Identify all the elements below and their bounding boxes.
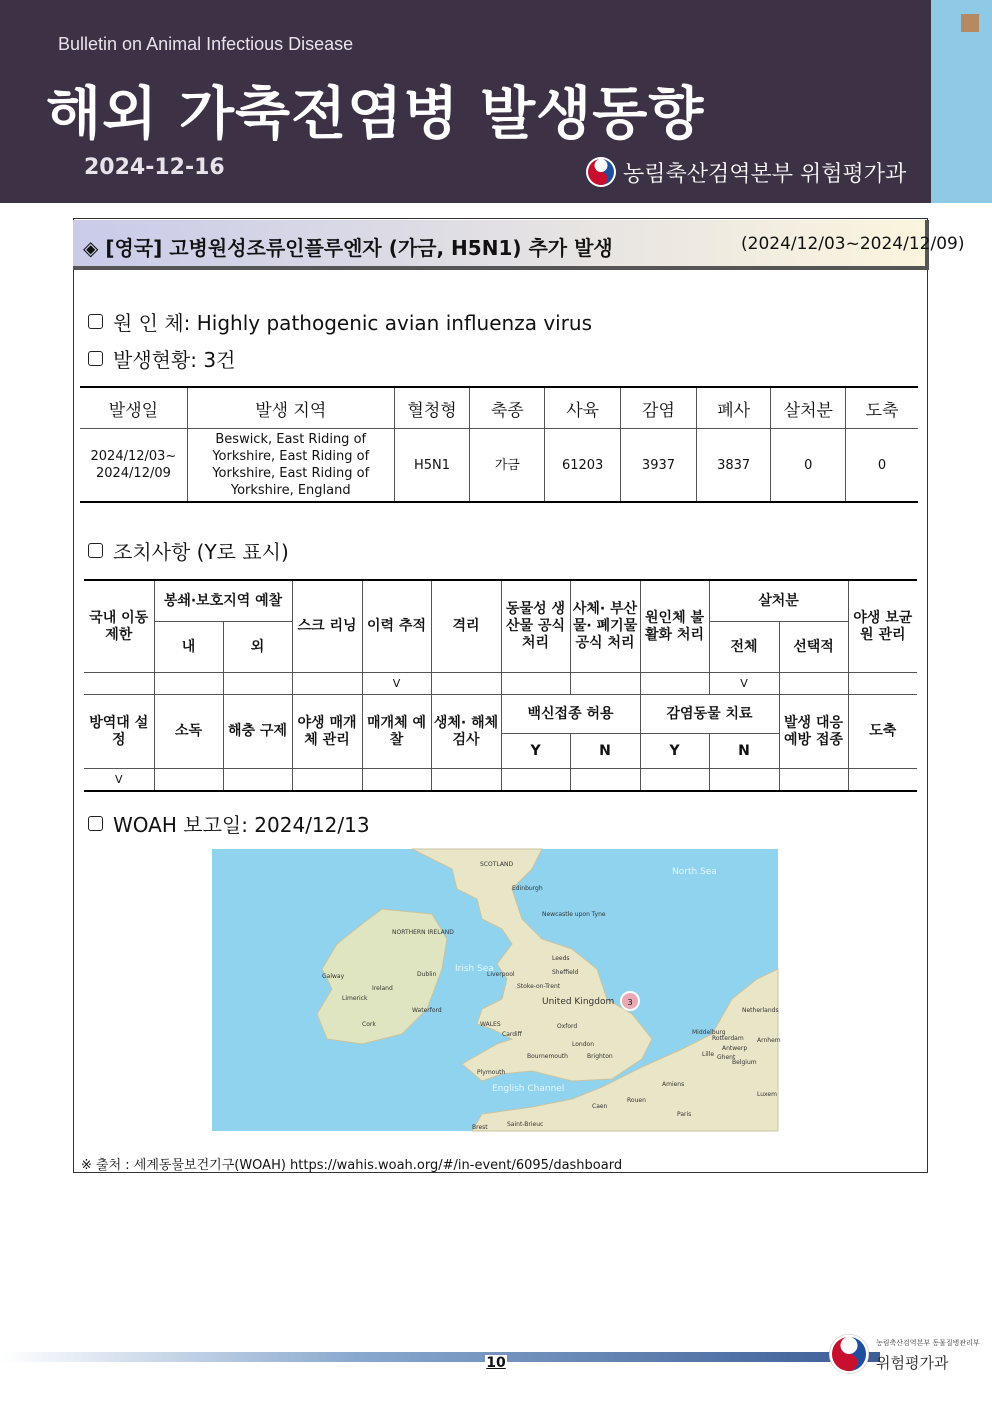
mark-cell: V (709, 673, 779, 695)
map-label: Saint-Brieuc (507, 1121, 544, 1128)
cell-region: Beswick, East Riding of Yorkshire, East Riding of Yorkshire, East Riding of Yorkshire, England (187, 429, 394, 503)
cell-carcass: 사체· 부산물· 폐기물 공식 처리 (570, 580, 640, 673)
col-header: 발생 지역 (187, 387, 394, 429)
map-label: Amiens (662, 1081, 685, 1088)
cell-slaughtered: 0 (846, 429, 918, 503)
map-label: Luxem (757, 1091, 777, 1098)
measures-table (84, 579, 917, 792)
cell-vaccination: 백신접종 허용 (501, 695, 640, 734)
map-label: Paris (677, 1111, 692, 1118)
mark-cell (223, 673, 292, 695)
org-label (585, 156, 906, 188)
cell-treat-y: Y (640, 734, 709, 769)
map-label: Rouen (627, 1097, 646, 1104)
cell-inactivation: 원인체 불활화 처리 (640, 580, 709, 673)
mark-cell (292, 769, 362, 792)
cell-wildlife-reservoir: 야생 보균원 관리 (848, 580, 917, 673)
map-label: Dublin (417, 971, 437, 978)
cell-slaughter: 도축 (848, 695, 917, 769)
col-header: 살처분 (771, 387, 846, 429)
map-label: Belgium (732, 1059, 757, 1066)
mark-cell (154, 769, 223, 792)
map-label: Bournemouth (527, 1053, 568, 1060)
map-label: Antwerp (722, 1045, 748, 1052)
map-label: WALES (480, 1021, 501, 1028)
page-number: 10 (485, 1355, 507, 1375)
table-row (80, 429, 918, 503)
map-label: Oxford (557, 1023, 578, 1030)
cell-disinfection: 소독 (154, 695, 223, 769)
mark-cell (848, 769, 917, 792)
map-label: Lille (702, 1051, 715, 1058)
measures-line (88, 536, 289, 565)
measures-text: 조치사항 (Y로 표시) (113, 540, 289, 564)
cell-vacc-y: Y (501, 734, 570, 769)
map-label: Liverpool (487, 971, 515, 978)
col-header: 도축 (846, 387, 918, 429)
woah-line (88, 809, 370, 838)
map-label: NORTHERN IRELAND (392, 929, 454, 936)
map-label: SCOTLAND (480, 861, 514, 868)
cell-infected: 3937 (621, 429, 697, 503)
cell-zoning: 방역대 설정 (84, 695, 154, 769)
map-label: Ireland (372, 985, 393, 992)
map-label: Irish Sea (455, 964, 494, 974)
map-label: United Kingdom (542, 997, 615, 1007)
mark-cell (501, 673, 570, 695)
taegeuk-emblem-icon (585, 156, 617, 188)
col-header: 감염 (621, 387, 697, 429)
mark-cell (431, 769, 501, 792)
map-label: Limerick (342, 995, 368, 1002)
cell-treat-n: N (709, 734, 779, 769)
cell-outbreak-vaccination: 발생 대응 예방 접종 (779, 695, 848, 769)
map-label: Brighton (587, 1053, 613, 1060)
mark-cell (292, 673, 362, 695)
cell-reared: 61203 (545, 429, 621, 503)
map-label: Cardiff (502, 1031, 522, 1038)
map-label: Arnhem (757, 1037, 781, 1044)
cell-species: 가금 (470, 429, 545, 503)
table-row (84, 695, 917, 734)
table-header-row (80, 387, 918, 429)
mark-cell: V (362, 673, 431, 695)
cell-zone-in: 내 (154, 622, 223, 673)
col-header: 사육 (545, 387, 621, 429)
map-label: Stoke-on-Trent (517, 983, 561, 990)
col-header: 폐사 (696, 387, 771, 429)
mark-cell (501, 769, 570, 792)
source-note: ※ 출처 : 세계동물보건기구(WOAH) https://wahis.woah.org/#/in-event/6095/dashboard (81, 1158, 623, 1173)
cell-tracing: 이력 추적 (362, 580, 431, 673)
outbreak-map[interactable] (212, 849, 781, 1131)
cell-zone: 봉쇄·보호지역 예찰 (154, 580, 292, 622)
mark-cell (570, 769, 640, 792)
cell-screening: 스크 리닝 (292, 580, 362, 673)
page-title: 해외 가축전염병 발생동향 (46, 81, 705, 147)
marks-row (84, 769, 917, 792)
woah-text: WOAH 보고일: 2024/12/13 (113, 813, 370, 837)
cell-quarantine: 격리 (431, 580, 501, 673)
cell-sampling: 생체· 해체 검사 (431, 695, 501, 769)
section-title: ◈ [영국] 고병원성조류인플루엔자 (가금, H5N1) 추가 발생 (83, 236, 613, 260)
cell-cull-all: 전체 (709, 622, 779, 673)
cell-wild-vector: 야생 매개체 관리 (292, 695, 362, 769)
map-label: North Sea (672, 867, 717, 877)
agent-line (88, 307, 592, 336)
mark-cell: V (84, 769, 154, 792)
date-end: 2024/12/09 (95, 466, 171, 481)
map-label: English Channel (492, 1084, 565, 1094)
cell-treatment: 감염동물 치료 (640, 695, 779, 734)
mark-cell (223, 769, 292, 792)
cell-dead: 3837 (696, 429, 771, 503)
mark-cell (640, 769, 709, 792)
status-text: 발생현황: 3건 (113, 348, 236, 372)
cell-products: 동물성 생산물 공식 처리 (501, 580, 570, 673)
checkbox-icon (88, 543, 103, 558)
col-header: 축종 (470, 387, 545, 429)
section-heading (73, 220, 965, 270)
cell-cull: 살처분 (709, 580, 848, 622)
map-label: Newcastle upon Tyne (542, 911, 606, 918)
outbreak-table (80, 386, 918, 503)
map-label: Rotterdam (712, 1035, 744, 1042)
map-label: Netherlands (742, 1007, 779, 1014)
mark-cell (431, 673, 501, 695)
col-header: 혈청형 (394, 387, 470, 429)
map-label: London (572, 1041, 594, 1048)
checkbox-icon (88, 314, 103, 329)
cell-movement: 국내 이동 제한 (84, 580, 154, 673)
cell-cull-selective: 선택적 (779, 622, 848, 673)
map-label: Ghent (717, 1054, 736, 1061)
map-label: Cork (362, 1021, 376, 1028)
map-label: Middelburg (692, 1029, 726, 1036)
cell-culled: 0 (771, 429, 846, 503)
map-label: Waterford (412, 1007, 442, 1014)
map-label: Galway (322, 973, 345, 980)
footer-dept: 위험평가과 (876, 1354, 949, 1372)
bulletin-subtitle: Bulletin on Animal Infectious Disease (58, 34, 354, 54)
taegeuk-emblem-icon (828, 1333, 870, 1375)
status-line (88, 344, 235, 373)
mark-cell (84, 673, 154, 695)
mark-cell (848, 673, 917, 695)
org-name: 농림축산검역본부 위험평가과 (623, 161, 907, 187)
cluster-count: 3 (627, 998, 633, 1007)
mark-cell (570, 673, 640, 695)
map-label: Brest (472, 1124, 488, 1131)
header-accent-square (961, 14, 979, 32)
footer-bar (0, 1352, 880, 1362)
issue-date: 2024-12-16 (84, 155, 225, 180)
cell-date (80, 429, 187, 503)
mark-cell (640, 673, 709, 695)
checkbox-icon (88, 351, 103, 366)
mark-cell (154, 673, 223, 695)
marks-row (84, 673, 917, 695)
section-period: (2024/12/03~2024/12/09) (741, 234, 965, 254)
footer-org: 농림축산검역본부 동물질병관리부 (876, 1339, 980, 1347)
table-row (84, 580, 917, 622)
cell-zone-out: 외 (223, 622, 292, 673)
map-label: Sheffield (552, 969, 579, 976)
date-start: 2024/12/03~ (90, 449, 177, 464)
map-label: Plymouth (477, 1069, 506, 1076)
mark-cell (779, 673, 848, 695)
cell-vector-survey: 매개체 예찰 (362, 695, 431, 769)
map-label: Caen (592, 1103, 608, 1110)
cell-vacc-n: N (570, 734, 640, 769)
mark-cell (709, 769, 779, 792)
checkbox-icon (88, 816, 103, 831)
map-label: Edinburgh (512, 885, 543, 892)
mark-cell (779, 769, 848, 792)
map-label: Leeds (552, 955, 570, 962)
cell-serotype: H5N1 (394, 429, 470, 503)
agent-text: 원 인 체: Highly pathogenic avian influenza virus (113, 311, 593, 335)
cell-pest: 해충 구제 (223, 695, 292, 769)
mark-cell (362, 769, 431, 792)
col-header: 발생일 (80, 387, 187, 429)
